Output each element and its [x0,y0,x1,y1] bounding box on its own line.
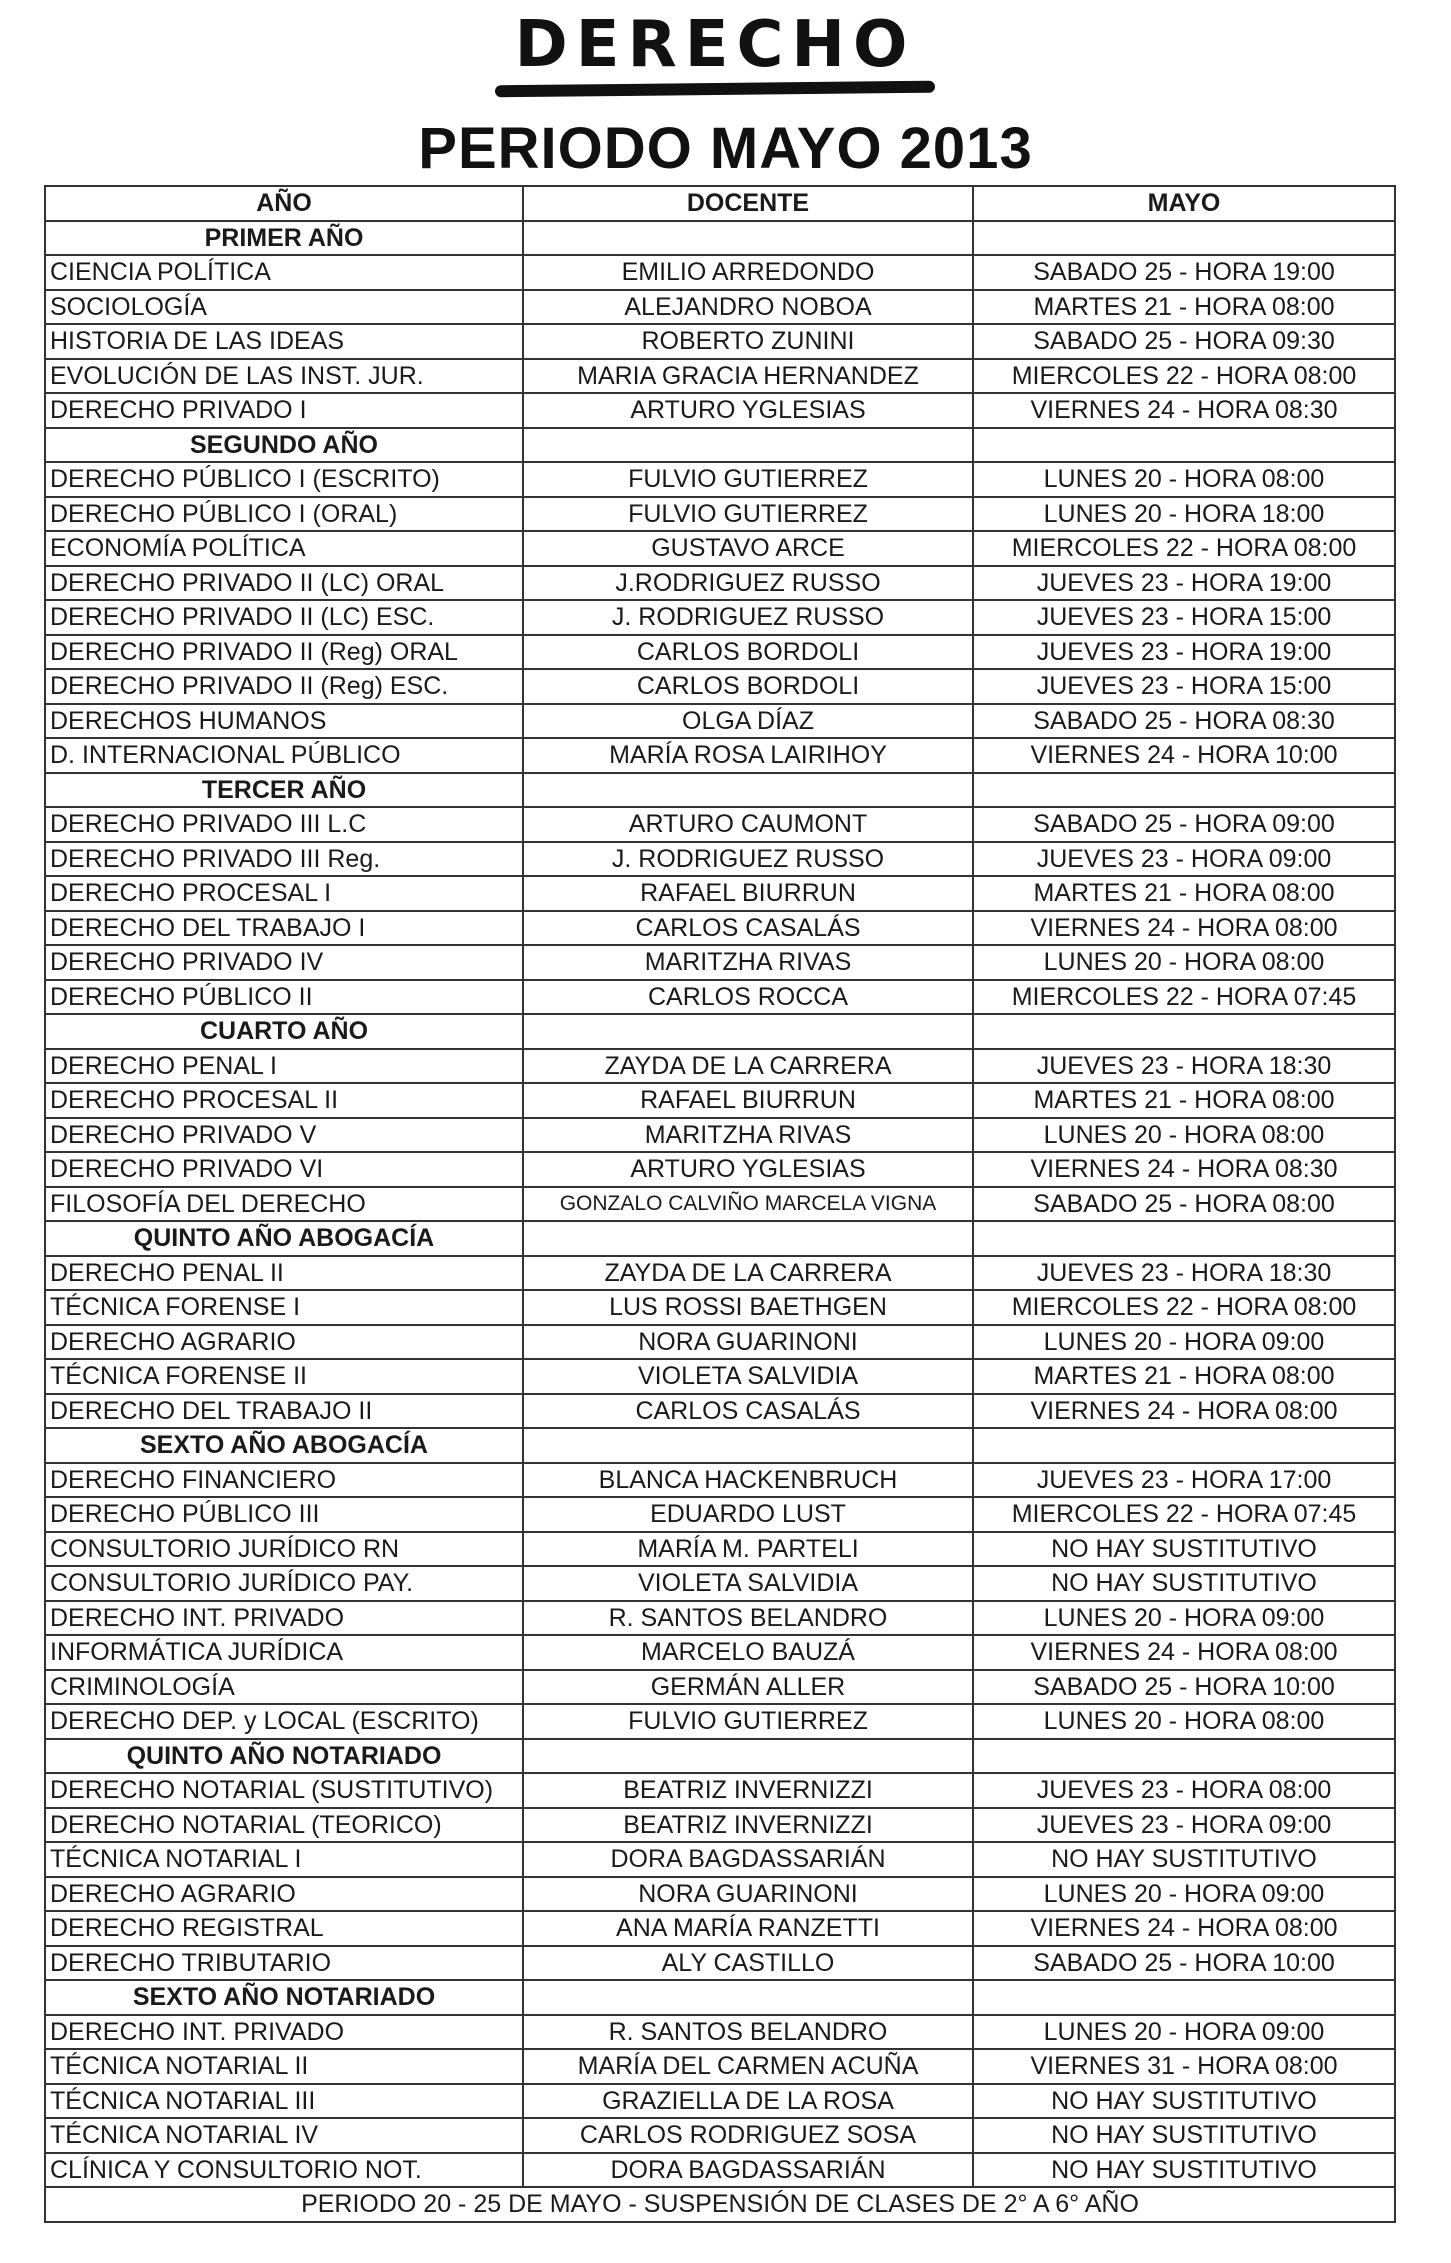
teacher-cell: J.RODRIGUEZ RUSSO [523,566,973,601]
table-row [45,1497,1395,1532]
date-cell: JUEVES 23 - HORA 09:00 [973,842,1395,877]
teacher-cell: DORA BAGDASSARIÁN [523,2153,973,2188]
section-empty-docente [523,1221,973,1256]
subject-cell: TÉCNICA NOTARIAL IV [45,2118,523,2153]
subject-cell: TÉCNICA NOTARIAL III [45,2084,523,2119]
subject-cell: SOCIOLOGÍA [45,290,523,325]
table-row [45,635,1395,670]
table-row [45,2118,1395,2153]
table-row [45,1049,1395,1084]
date-cell: MIERCOLES 22 - HORA 07:45 [973,980,1395,1015]
teacher-cell: R. SANTOS BELANDRO [523,2015,973,2050]
date-cell: VIERNES 24 - HORA 08:00 [973,1635,1395,1670]
section-row [45,1980,1395,2015]
date-cell: NO HAY SUSTITUTIVO [973,1842,1395,1877]
date-cell: VIERNES 24 - HORA 08:30 [973,393,1395,428]
subject-cell: DERECHO TRIBUTARIO [45,1946,523,1981]
section-row [45,773,1395,808]
date-cell: JUEVES 23 - HORA 18:30 [973,1256,1395,1291]
date-cell: LUNES 20 - HORA 08:00 [973,1118,1395,1153]
table-row [45,2015,1395,2050]
subject-cell: DERECHO PRIVADO VI [45,1152,523,1187]
section-empty-docente [523,1014,973,1049]
subject-cell: DERECHO PÚBLICO I (ORAL) [45,497,523,532]
title-underline [495,81,935,98]
table-row [45,738,1395,773]
section-title: QUINTO AÑO NOTARIADO [45,1739,523,1774]
teacher-cell: ALEJANDRO NOBOA [523,290,973,325]
date-cell: MARTES 21 - HORA 08:00 [973,876,1395,911]
subject-cell: TÉCNICA FORENSE II [45,1359,523,1394]
table-row [45,462,1395,497]
page-title: PERIODO MAYO 2013 [418,116,1033,181]
teacher-cell: BEATRIZ INVERNIZZI [523,1808,973,1843]
section-title: SEGUNDO AÑO [45,428,523,463]
table-row [45,566,1395,601]
section-empty-docente [523,773,973,808]
subject-cell: DERECHO AGRARIO [45,1325,523,1360]
subject-cell: DERECHO PÚBLICO III [45,1497,523,1532]
date-cell: VIERNES 24 - HORA 08:00 [973,1911,1395,1946]
teacher-cell: GERMÁN ALLER [523,1670,973,1705]
date-cell: JUEVES 23 - HORA 17:00 [973,1463,1395,1498]
section-row [45,221,1395,256]
table-row [45,1152,1395,1187]
subject-cell: TÉCNICA FORENSE I [45,1290,523,1325]
date-cell: VIERNES 24 - HORA 10:00 [973,738,1395,773]
teacher-cell: GUSTAVO ARCE [523,531,973,566]
date-cell: JUEVES 23 - HORA 15:00 [973,600,1395,635]
table-row [45,290,1395,325]
subject-cell: DERECHO DEP. y LOCAL (ESCRITO) [45,1704,523,1739]
date-cell: SABADO 25 - HORA 08:30 [973,704,1395,739]
section-title: QUINTO AÑO ABOGACÍA [45,1221,523,1256]
teacher-cell: ARTURO YGLESIAS [523,1152,973,1187]
section-empty-mayo [973,1980,1395,2015]
date-cell: SABADO 25 - HORA 19:00 [973,255,1395,290]
table-row [45,1290,1395,1325]
section-title: SEXTO AÑO NOTARIADO [45,1980,523,2015]
date-cell: MARTES 21 - HORA 08:00 [973,1083,1395,1118]
subject-cell: DERECHO DEL TRABAJO II [45,1394,523,1429]
table-row [45,1877,1395,1912]
date-cell: SABADO 25 - HORA 08:00 [973,1187,1395,1222]
section-empty-mayo [973,1014,1395,1049]
table-row [45,1704,1395,1739]
table-row [45,1187,1395,1222]
date-cell: MIERCOLES 22 - HORA 08:00 [973,1290,1395,1325]
teacher-cell: NORA GUARINONI [523,1877,973,1912]
schedule-table [44,185,1396,2223]
date-cell: LUNES 20 - HORA 09:00 [973,1601,1395,1636]
teacher-cell: J. RODRIGUEZ RUSSO [523,842,973,877]
table-row [45,704,1395,739]
section-row [45,1428,1395,1463]
date-cell: VIERNES 24 - HORA 08:00 [973,911,1395,946]
section-empty-docente [523,1739,973,1774]
date-cell: NO HAY SUSTITUTIVO [973,1532,1395,1567]
teacher-cell: J. RODRIGUEZ RUSSO [523,600,973,635]
column-header-mayo: MAYO [973,186,1395,221]
subject-cell: DERECHO PRIVADO II (LC) ESC. [45,600,523,635]
date-cell: VIERNES 31 - HORA 08:00 [973,2049,1395,2084]
section-row [45,1739,1395,1774]
table-row [45,1394,1395,1429]
date-cell: MARTES 21 - HORA 08:00 [973,1359,1395,1394]
subject-cell: DERECHO PÚBLICO I (ESCRITO) [45,462,523,497]
subject-cell: HISTORIA DE LAS IDEAS [45,324,523,359]
table-row [45,2153,1395,2188]
date-cell: JUEVES 23 - HORA 15:00 [973,669,1395,704]
teacher-cell: OLGA DÍAZ [523,704,973,739]
teacher-cell: ROBERTO ZUNINI [523,324,973,359]
column-header-docente: DOCENTE [523,186,973,221]
table-row [45,1601,1395,1636]
table-row [45,1083,1395,1118]
section-row [45,428,1395,463]
subject-cell: TÉCNICA NOTARIAL II [45,2049,523,2084]
teacher-cell: CARLOS BORDOLI [523,669,973,704]
section-empty-mayo [973,428,1395,463]
subject-cell: CLÍNICA Y CONSULTORIO NOT. [45,2153,523,2188]
subject-cell: DERECHOS HUMANOS [45,704,523,739]
teacher-cell: MARÍA M. PARTELI [523,1532,973,1567]
section-title: TERCER AÑO [45,773,523,808]
date-cell: LUNES 20 - HORA 09:00 [973,1877,1395,1912]
subject-cell: EVOLUCIÓN DE LAS INST. JUR. [45,359,523,394]
table-row [45,1670,1395,1705]
date-cell: VIERNES 24 - HORA 08:00 [973,1394,1395,1429]
teacher-cell: MARCELO BAUZÁ [523,1635,973,1670]
teacher-cell: R. SANTOS BELANDRO [523,1601,973,1636]
teacher-cell: EDUARDO LUST [523,1497,973,1532]
subject-cell: DERECHO REGISTRAL [45,1911,523,1946]
date-cell: NO HAY SUSTITUTIVO [973,2118,1395,2153]
date-cell: JUEVES 23 - HORA 19:00 [973,566,1395,601]
teacher-cell: MARÍA DEL CARMEN ACUÑA [523,2049,973,2084]
table-row [45,876,1395,911]
subject-cell: DERECHO PRIVADO II (Reg) ORAL [45,635,523,670]
date-cell: JUEVES 23 - HORA 08:00 [973,1773,1395,1808]
subject-cell: DERECHO PRIVADO I [45,393,523,428]
table-row [45,1842,1395,1877]
subject-cell: DERECHO PRIVADO II (LC) ORAL [45,566,523,601]
date-cell: LUNES 20 - HORA 08:00 [973,462,1395,497]
date-cell: NO HAY SUSTITUTIVO [973,1566,1395,1601]
date-cell: JUEVES 23 - HORA 18:30 [973,1049,1395,1084]
date-cell: SABADO 25 - HORA 09:30 [973,324,1395,359]
subject-cell: DERECHO INT. PRIVADO [45,1601,523,1636]
table-row [45,393,1395,428]
section-empty-mayo [973,221,1395,256]
teacher-cell: BLANCA HACKENBRUCH [523,1463,973,1498]
subject-cell: DERECHO PÚBLICO II [45,980,523,1015]
subject-cell: DERECHO NOTARIAL (SUSTITUTIVO) [45,1773,523,1808]
date-cell: VIERNES 24 - HORA 08:30 [973,1152,1395,1187]
subject-cell: DERECHO AGRARIO [45,1877,523,1912]
date-cell: LUNES 20 - HORA 09:00 [973,1325,1395,1360]
date-cell: LUNES 20 - HORA 09:00 [973,2015,1395,2050]
table-row [45,2084,1395,2119]
subject-cell: DERECHO PRIVADO II (Reg) ESC. [45,669,523,704]
teacher-cell: EMILIO ARREDONDO [523,255,973,290]
teacher-cell: ARTURO CAUMONT [523,807,973,842]
subject-cell: DERECHO PENAL II [45,1256,523,1291]
table-row [45,980,1395,1015]
section-row [45,1014,1395,1049]
section-empty-docente [523,1428,973,1463]
teacher-cell: ARTURO YGLESIAS [523,393,973,428]
date-cell: MIERCOLES 22 - HORA 07:45 [973,1497,1395,1532]
date-cell: MIERCOLES 22 - HORA 08:00 [973,531,1395,566]
table-row [45,531,1395,566]
subject-cell: DERECHO PROCESAL I [45,876,523,911]
table-row [45,324,1395,359]
table-row [45,1773,1395,1808]
date-cell: JUEVES 23 - HORA 09:00 [973,1808,1395,1843]
teacher-cell: MARÍA ROSA LAIRIHOY [523,738,973,773]
subject-cell: CRIMINOLOGÍA [45,1670,523,1705]
handwritten-title: DERECHO [514,8,916,82]
table-row [45,1808,1395,1843]
teacher-cell: BEATRIZ INVERNIZZI [523,1773,973,1808]
date-cell: SABADO 25 - HORA 09:00 [973,807,1395,842]
teacher-cell: RAFAEL BIURRUN [523,876,973,911]
subject-cell: D. INTERNACIONAL PÚBLICO [45,738,523,773]
subject-cell: FILOSOFÍA DEL DERECHO [45,1187,523,1222]
table-row [45,1635,1395,1670]
table-row [45,1946,1395,1981]
teacher-cell: CARLOS ROCCA [523,980,973,1015]
section-empty-docente [523,1980,973,2015]
teacher-cell: FULVIO GUTIERREZ [523,462,973,497]
section-empty-mayo [973,1739,1395,1774]
teacher-cell: VIOLETA SALVIDIA [523,1566,973,1601]
section-empty-mayo [973,1428,1395,1463]
footer-note: PERIODO 20 - 25 DE MAYO - SUSPENSIÓN DE CLASES DE 2° A 6° AÑO [45,2187,1395,2222]
teacher-cell: ALY CASTILLO [523,1946,973,1981]
footer-row [45,2187,1395,2222]
header-row [45,186,1395,221]
subject-cell: DERECHO PRIVADO III Reg. [45,842,523,877]
subject-cell: CONSULTORIO JURÍDICO PAY. [45,1566,523,1601]
subject-cell: ECONOMÍA POLÍTICA [45,531,523,566]
teacher-cell: NORA GUARINONI [523,1325,973,1360]
subject-cell: DERECHO PRIVADO IV [45,945,523,980]
section-empty-mayo [973,1221,1395,1256]
table-row [45,1532,1395,1567]
section-title: SEXTO AÑO ABOGACÍA [45,1428,523,1463]
subject-cell: CONSULTORIO JURÍDICO RN [45,1532,523,1567]
table-row [45,945,1395,980]
date-cell: JUEVES 23 - HORA 19:00 [973,635,1395,670]
teacher-cell: ZAYDA DE LA CARRERA [523,1256,973,1291]
table-row [45,911,1395,946]
teacher-cell: ZAYDA DE LA CARRERA [523,1049,973,1084]
section-empty-docente [523,221,973,256]
table-row [45,807,1395,842]
teacher-cell: FULVIO GUTIERREZ [523,1704,973,1739]
table-row [45,255,1395,290]
subject-cell: DERECHO PRIVADO III L.C [45,807,523,842]
subject-cell: DERECHO NOTARIAL (TEORICO) [45,1808,523,1843]
teacher-cell: FULVIO GUTIERREZ [523,497,973,532]
teacher-cell: DORA BAGDASSARIÁN [523,1842,973,1877]
subject-cell: DERECHO PRIVADO V [45,1118,523,1153]
date-cell: SABADO 25 - HORA 10:00 [973,1946,1395,1981]
table-row [45,842,1395,877]
subject-cell: TÉCNICA NOTARIAL I [45,1842,523,1877]
teacher-cell: MARIA GRACIA HERNANDEZ [523,359,973,394]
table-row [45,1463,1395,1498]
teacher-cell: CARLOS CASALÁS [523,911,973,946]
section-title: CUARTO AÑO [45,1014,523,1049]
teacher-cell: VIOLETA SALVIDIA [523,1359,973,1394]
table-row [45,669,1395,704]
subject-cell: INFORMÁTICA JURÍDICA [45,1635,523,1670]
subject-cell: DERECHO INT. PRIVADO [45,2015,523,2050]
table-row [45,600,1395,635]
teacher-cell: ANA MARÍA RANZETTI [523,1911,973,1946]
teacher-cell: CARLOS CASALÁS [523,1394,973,1429]
table-row [45,1118,1395,1153]
table-row [45,497,1395,532]
table-row [45,359,1395,394]
subject-cell: DERECHO PROCESAL II [45,1083,523,1118]
table-row [45,1325,1395,1360]
date-cell: MIERCOLES 22 - HORA 08:00 [973,359,1395,394]
date-cell: NO HAY SUSTITUTIVO [973,2084,1395,2119]
subject-cell: DERECHO PENAL I [45,1049,523,1084]
section-empty-mayo [973,773,1395,808]
teacher-cell: LUS ROSSI BAETHGEN [523,1290,973,1325]
table-row [45,1911,1395,1946]
table-row [45,2049,1395,2084]
subject-cell: DERECHO DEL TRABAJO I [45,911,523,946]
teacher-cell: CARLOS BORDOLI [523,635,973,670]
column-header-anio: AÑO [45,186,523,221]
table-row [45,1256,1395,1291]
teacher-cell: MARITZHA RIVAS [523,1118,973,1153]
section-empty-docente [523,428,973,463]
teacher-cell: GONZALO CALVIÑO MARCELA VIGNA [523,1187,973,1222]
date-cell: LUNES 20 - HORA 08:00 [973,1704,1395,1739]
subject-cell: DERECHO FINANCIERO [45,1463,523,1498]
date-cell: LUNES 20 - HORA 18:00 [973,497,1395,532]
teacher-cell: GRAZIELLA DE LA ROSA [523,2084,973,2119]
table-row [45,1566,1395,1601]
subject-cell: CIENCIA POLÍTICA [45,255,523,290]
section-row [45,1221,1395,1256]
teacher-cell: CARLOS RODRIGUEZ SOSA [523,2118,973,2153]
date-cell: MARTES 21 - HORA 08:00 [973,290,1395,325]
table-row [45,1359,1395,1394]
date-cell: SABADO 25 - HORA 10:00 [973,1670,1395,1705]
date-cell: LUNES 20 - HORA 08:00 [973,945,1395,980]
section-title: PRIMER AÑO [45,221,523,256]
table-body [45,221,1395,2188]
teacher-cell: MARITZHA RIVAS [523,945,973,980]
teacher-cell: RAFAEL BIURRUN [523,1083,973,1118]
date-cell: NO HAY SUSTITUTIVO [973,2153,1395,2188]
